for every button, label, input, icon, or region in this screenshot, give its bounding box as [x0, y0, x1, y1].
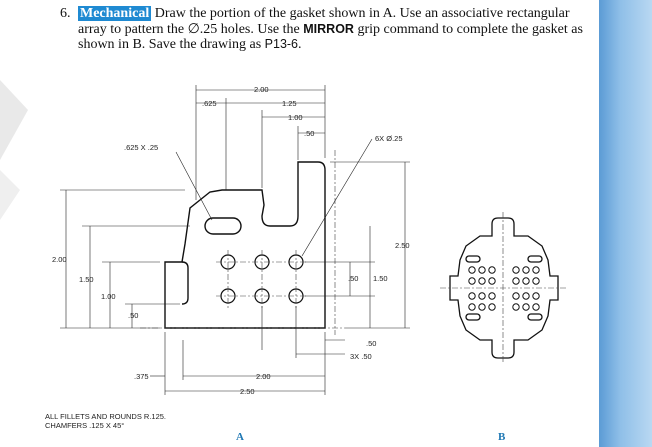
- figure-label-b: B: [498, 431, 506, 443]
- centerlines-b: [440, 212, 566, 364]
- note-fillets: ALL FILLETS AND ROUNDS R.125.: [45, 412, 167, 421]
- hole: [489, 267, 495, 273]
- note-chamfers: CHAMFERS .125 X 45°: [45, 421, 125, 430]
- dim-bottom-200: 2.00: [256, 372, 271, 381]
- hole: [533, 267, 539, 273]
- mirror-command: MIRROR: [303, 21, 354, 36]
- hole: [523, 267, 529, 273]
- mechanical-tag: Mechanical: [80, 6, 150, 21]
- hole: [479, 293, 485, 299]
- holes-b: [469, 267, 539, 310]
- hole: [513, 304, 519, 310]
- hole: [533, 304, 539, 310]
- hole: [523, 278, 529, 284]
- hole: [533, 293, 539, 299]
- centerlines-a: [140, 150, 345, 335]
- hole: [489, 278, 495, 284]
- hole: [523, 304, 529, 310]
- hole: [489, 304, 495, 310]
- dimension-labels-a: [52, 85, 410, 396]
- hole: [513, 267, 519, 273]
- drawing-notes: [45, 412, 166, 430]
- dim-left-150: 1.50: [79, 275, 94, 284]
- hole: [469, 293, 475, 299]
- hole: [479, 278, 485, 284]
- exercise-number: 6.: [60, 6, 71, 21]
- dim-top-overall: 2.00: [254, 85, 269, 94]
- dim-top-50: .50: [304, 129, 315, 138]
- drawing-filename: P13-6: [264, 37, 299, 51]
- dim-bottom-375: .375: [134, 372, 149, 381]
- dim-hole-3x: 3X .50: [350, 352, 372, 361]
- hole: [479, 304, 485, 310]
- dim-top-100: 1.00: [288, 113, 303, 122]
- instruction-part-1: Draw the portion of the gasket shown in A. Use an associative rectangular array to pattern the ∅.25 holes. Use the: [78, 6, 570, 37]
- dim-top-125: 1.25: [282, 99, 297, 108]
- dim-right-150: 1.50: [373, 274, 388, 283]
- gasket-outline-a: [165, 162, 325, 328]
- dim-holes: 6X Ø.25: [375, 134, 403, 143]
- hole: [469, 278, 475, 284]
- hole: [469, 267, 475, 273]
- figure-label-a: A: [236, 431, 244, 443]
- dim-bottom-250: 2.50: [240, 387, 255, 396]
- hole: [489, 293, 495, 299]
- hole: [533, 278, 539, 284]
- dimensions-a: [60, 85, 410, 395]
- dim-top-625: .625: [202, 99, 217, 108]
- hole: [513, 278, 519, 284]
- hole: [469, 304, 475, 310]
- hole: [513, 293, 519, 299]
- sidebar-band: [599, 0, 652, 447]
- dim-slot: .625 X .25: [124, 143, 159, 152]
- instruction-part-2: grip command to complete the gasket as shown in B. Save the drawing as: [78, 21, 583, 52]
- dim-hole-spacing: .50: [348, 274, 359, 283]
- hole: [523, 293, 529, 299]
- dim-left-200: 2.00: [52, 255, 67, 264]
- dim-left-50: .50: [128, 311, 139, 320]
- dim-right-50: .50: [366, 339, 377, 348]
- dim-left-100: 1.00: [101, 292, 116, 301]
- dim-right-250: 2.50: [395, 241, 410, 250]
- instruction-end: .: [298, 37, 302, 52]
- hole: [479, 267, 485, 273]
